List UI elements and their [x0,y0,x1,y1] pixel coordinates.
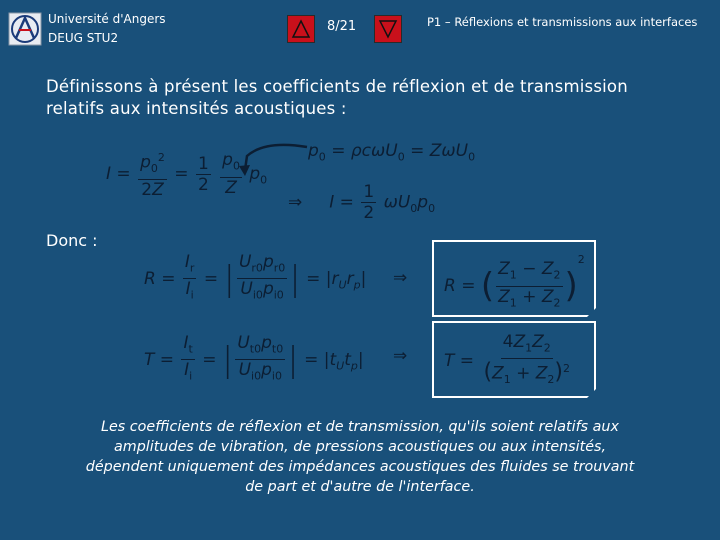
previous-slide-button[interactable] [287,15,315,43]
triangle-up-icon [291,19,311,39]
intensity-velocity-formula: ⇒ I = $\frac{1}{2}$ $\omega U_0p_0$ [288,182,436,223]
implies-r: ⇒ [393,268,408,288]
transmission-result-box [432,321,596,398]
pressure-formula: $p_0 = \rho c\omega U_0 = Z\omega U_0$ [308,141,476,164]
university-name: Université d'Angers [48,12,166,26]
page-number: 8/21 [327,19,357,34]
reflection-formula: R = $\frac{I_r}{I_i}$ = | $\frac{U_{r0}p_{r0}}{U_{i0}p_{i0}}$ | = $|r_Ur_p|$ [144,252,367,302]
conclusion-text: Les coefficients de réflexion et de transmission, qu'ils soient relatifs aux amplitudes de vibration, de pressions acoustiques ou aux intensités, dépendent uniquement des impédances acoustiques des fluides se trouvant de part et d'autre de l'interface. [85,419,635,495]
header-info [48,10,166,48]
chapter-title: P1 – Réflexions et transmissions aux interfaces [427,15,698,29]
reflection-result-formula: R = ( $\frac{Z_1 - Z_2}{Z_1 + Z_2}$ )$^2$ [444,253,585,309]
intensity-formula: I = $\frac{p_0^2}{2Z}$ = $\frac{1}{2}$ $\frac{p_0}{Z}$ $p_0$ [106,148,267,200]
substitution-arrow [235,138,310,180]
reflection-result-box [432,240,596,317]
triangle-down-icon [378,19,398,39]
implies-t: ⇒ [393,346,408,366]
donc-label: Donc : [46,231,98,250]
transmission-result-formula: T = $\frac{4Z_1Z_2}{(Z_1 + Z_2)^2}$ [444,332,571,387]
transmission-formula: T = $\frac{I_t}{I_i}$ = | $\frac{U_{t0}p_{t0}}{U_{i0}p_{i0}}$ | = $|t_Ut_p|$ [144,333,364,383]
intro-text: Définissons à présent les coefficients de réflexion et de transmission relatifs aux intensités acoustiques : [46,77,628,118]
course-name: DEUG STU2 [48,31,119,45]
next-slide-button[interactable] [374,15,402,43]
university-logo [8,12,42,46]
